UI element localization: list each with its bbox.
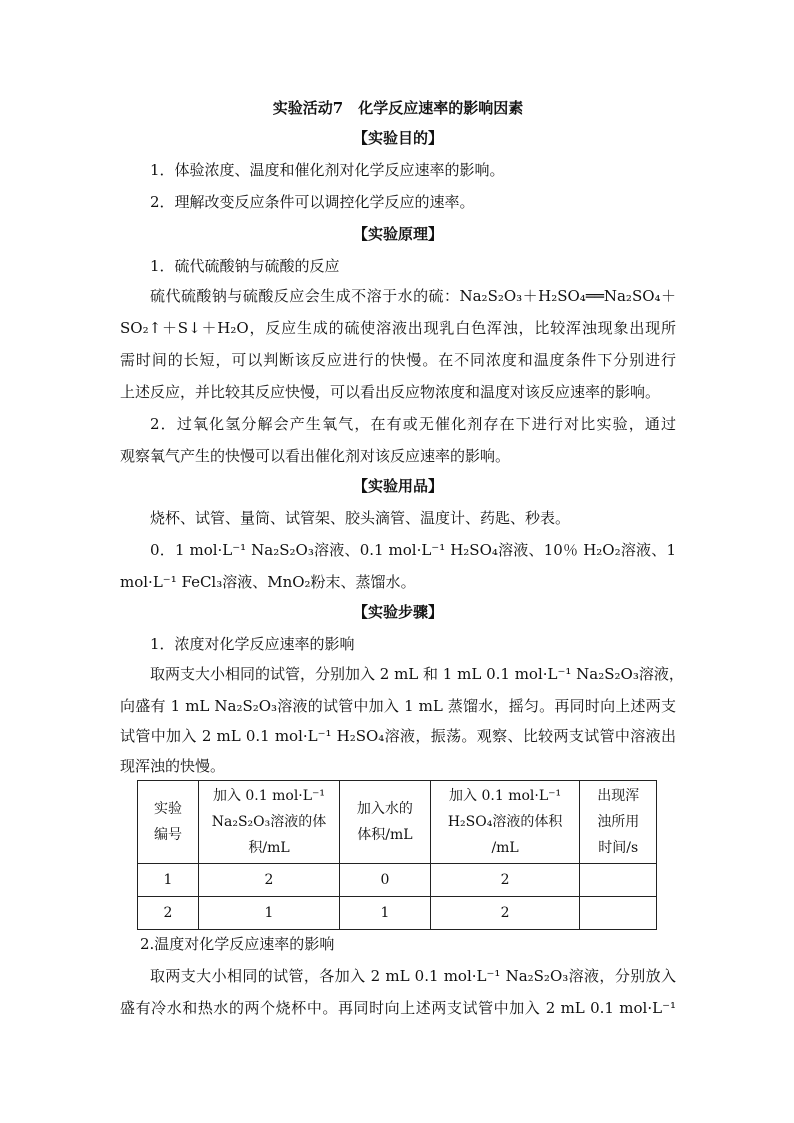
header-text: /mL (491, 840, 519, 856)
table-cell (580, 897, 657, 930)
steps-1-line-4: 现浑浊的快慢。 (120, 757, 226, 775)
header-text: 积/mL (248, 840, 290, 856)
table-cell: 1 (198, 897, 339, 930)
steps-subheading-2: 2.温度对化学反应速率的影响 (140, 935, 335, 953)
steps-1-line-1: 取两支大小相同的试管，分别加入 2 mL 和 1 mL 0.1 mol·L⁻¹ Na₂S₂O₃溶液， (150, 665, 684, 683)
table-cell (580, 864, 657, 897)
header-text: 加入水的 (356, 801, 413, 817)
table-row (138, 864, 657, 897)
principle-paragraph-1-line-3: 需时间的长短，可以判断该反应进行的快慢。在不同浓度和温度条件下分别进行 (120, 351, 676, 369)
purpose-item-1: 1．体验浓度、温度和催化剂对化学反应速率的影响。 (150, 161, 505, 179)
header-text: 出现浑 (597, 788, 640, 804)
table-cell: 1 (340, 897, 431, 930)
table-row (138, 897, 657, 930)
principle-paragraph-2-line-2: 观察氧气产生的快慢可以看出催化剂对该反应速率的影响。 (120, 447, 511, 465)
header-text: H₂SO₄溶液的体积 (447, 814, 563, 830)
header-cell-water-volume (340, 781, 431, 864)
table-cell: 2 (198, 864, 339, 897)
materials-line-3: mol·L⁻¹ FeCl₃溶液、MnO₂粉末、蒸馏水。 (120, 573, 416, 591)
steps-2-line-1: 取两支大小相同的试管，各加入 2 mL 0.1 mol·L⁻¹ Na₂S₂O₃溶液，分别放入 (150, 967, 676, 985)
header-text: 体积/mL (357, 827, 413, 843)
section-steps-heading: 【实验步骤】 (352, 603, 443, 621)
purpose-item-2: 2．理解改变反应条件可以调控化学反应的速率。 (150, 193, 475, 211)
steps-1-line-2: 向盛有 1 mL Na₂S₂O₃溶液的试管中加入 1 mL 蒸馏水，摇匀。再同时向上述两支 (120, 697, 676, 715)
table-cell: 2 (430, 897, 580, 930)
header-text: 实验 (153, 801, 182, 817)
header-text: 时间/s (598, 840, 639, 856)
table-cell: 1 (138, 864, 199, 897)
header-cell-exp-number (138, 781, 199, 864)
header-cell-na2s2o3-volume (198, 781, 339, 864)
header-text: Na₂S₂O₃溶液的体 (211, 814, 327, 830)
principle-paragraph-2-line-1: 2．过氧化氢分解会产生氧气，在有或无催化剂存在下进行对比实验，通过 (150, 415, 676, 433)
header-text: 加入 0.1 mol·L⁻¹ (212, 788, 326, 804)
table-cell: 0 (340, 864, 431, 897)
steps-2-line-2: 盛有冷水和热水的两个烧杯中。再同时向上述两支试管中加入 2 mL 0.1 mol·L⁻¹ (120, 999, 676, 1017)
principle-subheading-1: 1．硫代硫酸钠与硫酸的反应 (150, 257, 340, 275)
section-purpose-heading: 【实验目的】 (352, 129, 443, 147)
header-text: 浊所用 (597, 814, 640, 830)
table-cell: 2 (430, 864, 580, 897)
principle-paragraph-1-line-4: 上述反应，并比较其反应快慢，可以看出反应物浓度和温度对该反应速率的影响。 (120, 383, 661, 401)
header-cell-h2so4-volume (430, 781, 580, 864)
page-title: 实验活动7 化学反应速率的影响因素 (272, 99, 524, 117)
principle-paragraph-1-line-1: 硫代硫酸钠与硫酸反应会生成不溶于水的硫：Na₂S₂O₃＋H₂SO₄══Na₂SO₄＋ (150, 287, 676, 305)
materials-line-2: 0．1 mol·L⁻¹ Na₂S₂O₃溶液、0.1 mol·L⁻¹ H₂SO₄溶液、10％ H₂O₂溶液、1 (150, 541, 676, 559)
experiment-table (137, 780, 657, 930)
steps-subheading-1: 1．浓度对化学反应速率的影响 (150, 635, 355, 653)
steps-1-line-3: 试管中加入 2 mL 0.1 mol·L⁻¹ H₂SO₄溶液，振荡。观察、比较两支试管中溶液出 (120, 727, 676, 745)
table-cell: 2 (138, 897, 199, 930)
section-principle-heading: 【实验原理】 (352, 225, 443, 243)
section-materials-heading: 【实验用品】 (352, 477, 443, 495)
header-cell-turbidity-time (580, 781, 657, 864)
header-text: 编号 (153, 827, 182, 843)
header-text: 加入 0.1 mol·L⁻¹ (449, 788, 562, 804)
materials-line-1: 烧杯、试管、量筒、试管架、胶头滴管、温度计、药匙、秒表。 (150, 509, 571, 527)
table-header-row (138, 781, 657, 864)
principle-paragraph-1-line-2: SO₂↑＋S↓＋H₂O，反应生成的硫使溶液出现乳白色浑浊，比较浑浊现象出现所 (120, 319, 676, 337)
